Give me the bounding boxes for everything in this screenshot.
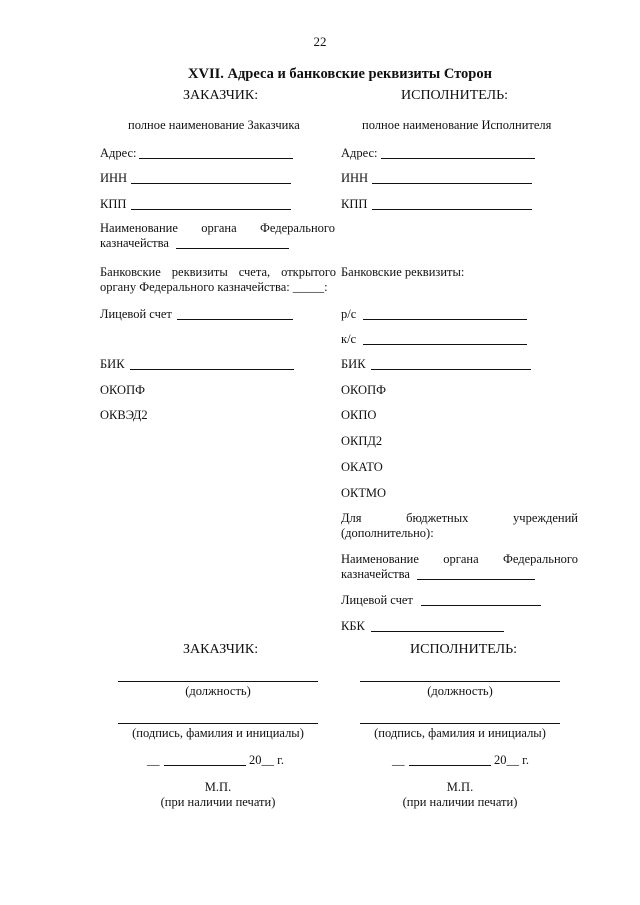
contractor-kbk-label: КБК [341,619,365,633]
contractor-date-prefix: __ [392,753,405,767]
contractor-inn-line[interactable] [372,183,532,184]
customer-bank-line2: органу Федерального казначейства: _____: [100,280,328,294]
customer-kpp-label: КПП [100,197,127,211]
contractor-personal-account-label: Лицевой счет [341,593,413,607]
customer-bik-label: БИК [100,357,125,371]
signature-contractor-heading: ИСПОЛНИТЕЛЬ: [410,642,518,657]
contractor-okpo-label: ОКПО [341,408,377,422]
customer-date-prefix: __ [147,753,160,767]
contractor-oktmo-label: ОКТМО [341,486,386,500]
contractor-position-line[interactable] [360,681,560,682]
customer-full-name-label: полное наименование Заказчика [128,118,300,132]
customer-address-label: Адрес: [100,146,137,160]
signature-customer-heading: ЗАКАЗЧИК: [183,642,259,657]
customer-treasury-line[interactable] [176,248,289,249]
customer-bank-line1: Банковские реквизиты счета, открытого [100,265,336,279]
contractor-treasury-name-line2: казначейства [341,567,410,581]
customer-signature-caption: (подпись, фамилия и инициалы) [132,726,304,740]
customer-inn-line[interactable] [131,183,291,184]
contractor-kpp-label: КПП [341,197,368,211]
customer-inn-label: ИНН [100,171,128,185]
customer-okopf-label: ОКОПФ [100,383,145,397]
contractor-stamp-note: (при наличии печати) [402,795,518,809]
contractor-ks-label: к/с [341,332,357,346]
customer-stamp-note: (при наличии печати) [160,795,276,809]
contractor-bik-label: БИК [341,357,366,371]
contractor-stamp-label: М.П. [446,780,474,794]
customer-position-caption: (должность) [185,684,251,698]
customer-date-year: 20__ г. [249,753,284,767]
contractor-kpp-line[interactable] [372,209,532,210]
contractor-date-year: 20__ г. [494,753,529,767]
contractor-position-caption: (должность) [427,684,493,698]
customer-personal-account-label: Лицевой счет [100,307,172,321]
customer-okved2-label: ОКВЭД2 [100,408,148,422]
contractor-okato-label: ОКАТО [341,460,383,474]
customer-position-line[interactable] [118,681,318,682]
contractor-full-name-label: полное наименование Исполнителя [362,118,552,132]
customer-date-month-line[interactable] [164,765,246,766]
page-number: 22 [313,34,327,49]
customer-treasury-name-line1: Наименование органа Федерального [100,221,335,235]
contractor-okopf-label: ОКОПФ [341,383,386,397]
contractor-signature-line[interactable] [360,723,560,724]
contractor-okpd2-label: ОКПД2 [341,434,383,448]
contractor-budget-line2: (дополнительно): [341,526,434,540]
contractor-address-line[interactable] [381,158,535,159]
contractor-inn-label: ИНН [341,171,369,185]
customer-kpp-line[interactable] [131,209,291,210]
customer-stamp-label: М.П. [204,780,232,794]
customer-bik-line[interactable] [130,369,294,370]
section-title: XVII. Адреса и банковские реквизиты Сторон [188,66,492,82]
contractor-heading: ИСПОЛНИТЕЛЬ: [401,88,509,103]
contractor-rs-label: р/с [341,307,357,321]
contractor-rs-line[interactable] [363,319,527,320]
customer-heading: ЗАКАЗЧИК: [183,88,259,103]
contractor-address-label: Адрес: [341,146,378,160]
contractor-kbk-line[interactable] [371,631,504,632]
contractor-treasury-name-line1: Наименование органа Федерального [341,552,578,566]
contractor-treasury-line[interactable] [417,579,535,580]
contractor-bik-line[interactable] [371,369,531,370]
contractor-budget-line1: Для бюджетных учреждений [341,511,578,525]
customer-treasury-name-line2: казначейства [100,236,169,250]
customer-personal-account-line[interactable] [177,319,293,320]
contractor-date-month-line[interactable] [409,765,491,766]
contractor-personal-account-line[interactable] [421,605,541,606]
customer-address-line[interactable] [139,158,293,159]
customer-signature-line[interactable] [118,723,318,724]
contractor-signature-caption: (подпись, фамилия и инициалы) [374,726,546,740]
contractor-ks-line[interactable] [363,344,527,345]
contractor-bank-details-label: Банковские реквизиты: [341,265,465,279]
